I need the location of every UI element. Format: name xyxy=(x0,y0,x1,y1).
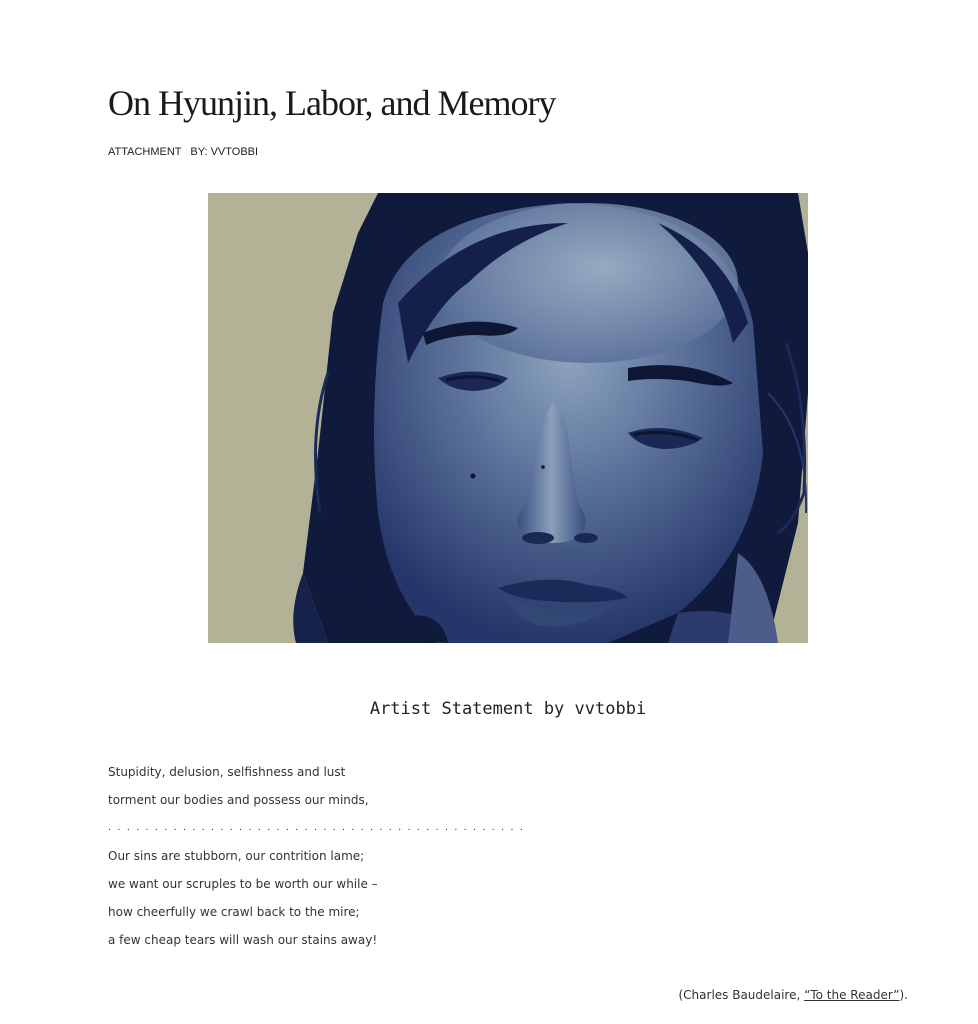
portrait-illustration xyxy=(208,193,808,643)
poem-line: Stupidity, delusion, selfishness and lust xyxy=(108,765,346,779)
poem-line: we want our scruples to be worth our while – xyxy=(108,877,378,891)
artist-statement-heading: Artist Statement by vvtobbi xyxy=(369,699,647,719)
article-title: On Hyunjin, Labor, and Memory xyxy=(108,83,556,123)
poem-line: how cheerfully we crawl back to the mire; xyxy=(108,905,360,919)
portrait-image xyxy=(208,193,808,643)
poem-line: a few cheap tears will wash our stains away! xyxy=(108,933,378,947)
poem-ellipsis-line: . . . . . . . . . . . . . . . . . . . . . . . . . . . . . . . . . . . . . . . . . . . . . xyxy=(108,822,525,833)
poem-line: Our sins are stubborn, our contrition lame; xyxy=(108,849,365,863)
citation-link[interactable]: “To the Reader” xyxy=(804,988,900,1002)
citation-prefix: (Charles Baudelaire, xyxy=(678,988,805,1002)
byline: BY: VVTOBBI xyxy=(190,146,259,158)
citation-suffix: ). xyxy=(899,988,908,1002)
category-link[interactable]: ATTACHMENT xyxy=(108,146,182,158)
poem-line: torment our bodies and possess our minds, xyxy=(108,793,369,807)
article-meta xyxy=(108,146,258,158)
poem-citation xyxy=(678,988,908,1002)
poem-excerpt xyxy=(108,762,524,958)
